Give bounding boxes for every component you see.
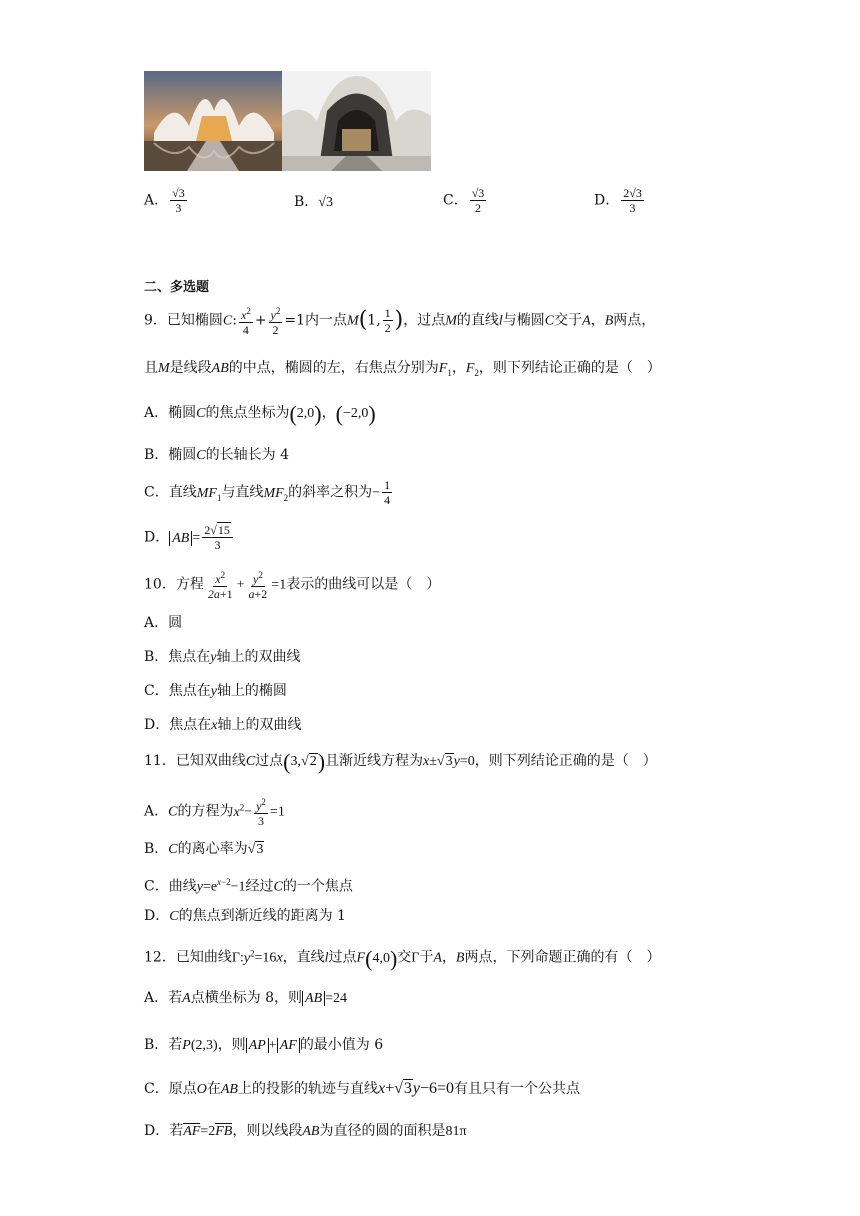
q9-stem-line1: 9．已知椭圆C: $\frac{x^2}{4}$ + $\frac{y^2}{2}$ =1内一点M(1, $\frac{1}{2}$ )，过点M的直线l与椭圆C交于A，B两点， <box>144 306 656 337</box>
option-d-fraction: $\frac{2√3}{3}$ <box>623 186 642 215</box>
q9-option-c[interactable]: C．直线$MF_1$与直线$MF_2$的斜率之积为− $\frac{1}{4}$ <box>144 478 391 507</box>
prev-option-b[interactable]: B．√3 <box>294 194 333 210</box>
prev-option-a[interactable]: A． $\frac{√3}{3}$ <box>144 186 185 215</box>
option-a-fraction: $\frac{√3}{3}$ <box>172 186 185 215</box>
q12-option-d[interactable]: D．若AF=2FB，则以线段AB为直径的圆的面积是81π <box>144 1123 467 1139</box>
prev-option-c[interactable]: C． $\frac{√3}{2}$ <box>443 186 485 215</box>
q10-option-b[interactable]: B．焦点在y轴上的双曲线 <box>144 649 301 665</box>
q11-stem: 11．已知双曲线C过点(3,√2)且渐近线方程为x±√3y=0，则下列结论正确的是（ ） <box>144 748 657 774</box>
q9-ellipse-frac-y: $\frac{y^2}{2}$ <box>270 306 281 337</box>
option-c-fraction: $\frac{√3}{2}$ <box>471 186 485 215</box>
q9-option-d[interactable]: D． AB = $\frac{2√15}{3}$ <box>144 523 235 552</box>
q10-stem: 10．方程 $\frac{x^2}{2a+1}$ + $\frac{y^2}{a+2}$ =1表示的曲线可以是（ ） <box>144 570 441 601</box>
photo-chapel-left <box>144 71 282 171</box>
q9-ellipse-frac-x: $\frac{x^2}{4}$ <box>240 306 251 337</box>
q12-option-a[interactable]: A．若A点横坐标为 8，则 AB =24 <box>144 990 348 1006</box>
q11-option-b[interactable]: B．C的离心率为√3 <box>144 841 264 857</box>
q10-option-a[interactable]: A．圆 <box>144 615 183 631</box>
section-title: 二、多选题 <box>144 280 210 295</box>
q10-option-c[interactable]: C．焦点在y轴上的椭圆 <box>144 683 287 699</box>
q12-stem: 12．已知曲线$\Gamma:y^2=16x$，直线l过点F(4,0)交Γ于A，B两点，下列命题正确的有（ ） <box>144 945 661 971</box>
q11-option-a[interactable]: A．C的方程为$x^2-$ $\frac{y^2}{3}$ =1 <box>144 797 285 828</box>
photo-chapel-right <box>282 71 431 171</box>
q11-option-d[interactable]: D．C的焦点到渐近线的距离为 1 <box>144 908 346 924</box>
q12-option-c[interactable]: C．原点O在AB上的投影的轨迹与直线x+√3y−6=0有且只有一个公共点 <box>144 1080 581 1097</box>
q12-option-b[interactable]: B．若P(2,3)，则 AP + AF 的最小值为 6 <box>144 1037 384 1053</box>
q9-option-a[interactable]: A．椭圆C的焦点坐标为(2,0)，(−2,0) <box>144 400 376 426</box>
q9-option-b[interactable]: B．椭圆C的长轴长为 4 <box>144 447 289 463</box>
q11-option-c[interactable]: C．曲线$y=e^{x-2}-1$经过C的一个焦点 <box>144 877 353 895</box>
q9-stem-line2: 且M是线段AB的中点，椭圆的左，右焦点分别为$F_1$，$F_2$，则下列结论正确的是（ ） <box>144 360 661 378</box>
q10-option-d[interactable]: D．焦点在x轴上的双曲线 <box>144 717 302 733</box>
prev-option-d[interactable]: D． $\frac{2√3}{3}$ <box>594 186 642 215</box>
